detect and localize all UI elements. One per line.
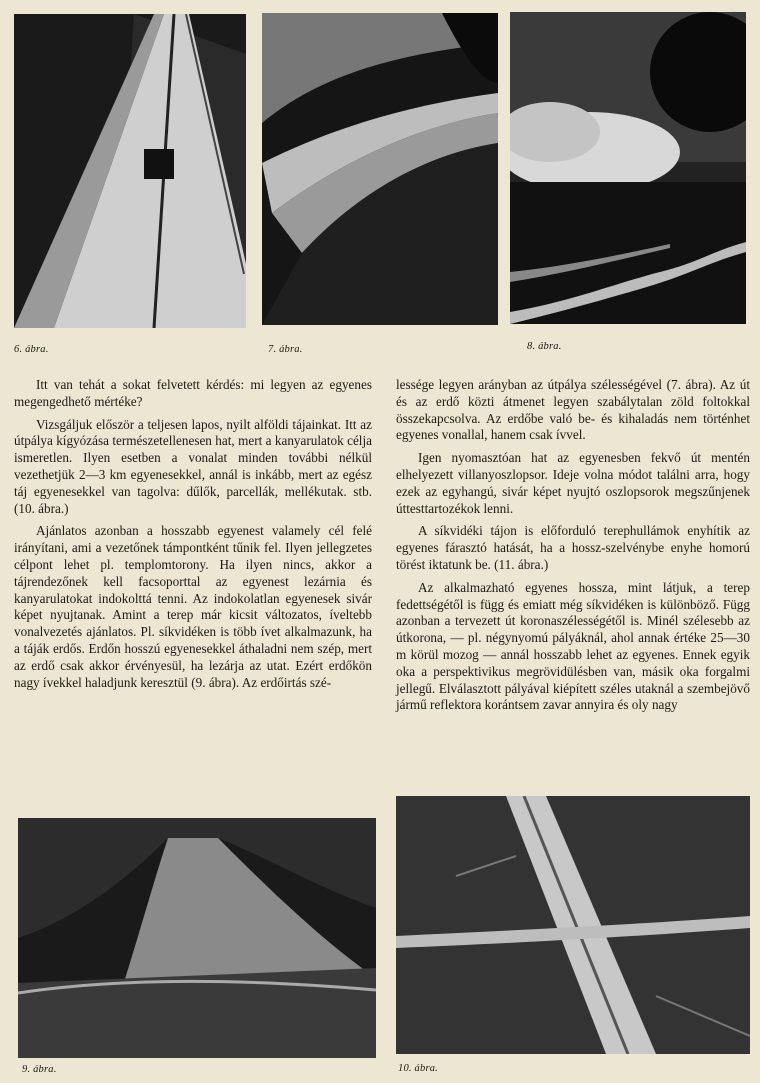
paragraph: Az alkalmazható egyenes hossza, mint látjuk, a terep fedettségétől is függ és emiatt még síkvidéken is különböző. Függ azonban a tervezett út koronaszélességétől is. Minél szélesebb az útkorona, — pl. négynyomú pályáknál, ahol annak értéke 25—30 m körül mozog — annál hosszabb lehet az egyenes. Ennek egyik oka a perspektivikus megrövidülésben van, másik oka forgalmi jellegű. Elválasztott pályával kiépített széles utaknál a szembejövő jármű reflektora korántsem zavar annyira és oly nagy bbox=[396, 579, 750, 713]
left-text-column bbox=[14, 377, 372, 697]
paragraph: lessége legyen arányban az útpálya szélességével (7. ábra). Az út és az erdő közti átmenet legyen szabálytalan zöld foltokkal összekapcsolva. Az erdőbe való be- és kihaladás nem történhet egyenes vonallal, hanem csak ívvel. bbox=[396, 377, 750, 443]
figure-8-caption: 8. ábra. bbox=[527, 341, 562, 352]
figure-8-photo bbox=[510, 12, 746, 324]
figure-10-caption: 10. ábra. bbox=[398, 1063, 439, 1074]
paragraph: Itt van tehát a sokat felvetett kérdés: mi legyen az egyenes megengedhető mértéke? bbox=[14, 377, 372, 409]
figure-9-caption: 9. ábra. bbox=[22, 1064, 57, 1075]
figure-7-caption: 7. ábra. bbox=[268, 344, 303, 355]
paragraph: Ajánlatos azonban a hosszabb egyenest valamely cél felé irányítani, ami a vezetőnek támpontként tűnik fel. Ilyen jellegzetes célpont lehet pl. templomtorony. Ha ilyen nincs, akkor a tájrendezőnek kell facsoporttal az egyenest lezárnia és kanyarulatokat indokolttá tenni. Az indokolatlan egyenesek sivár képet nyujtanak. Amint a terep már kicsit változatos, íveltebb vonalvezetés ajánlatos. Pl. síkvidéken is több ívet alkalmazunk, ha a táják erdős. Erdőn hosszú egyenesekkel áthaladni nem szép, mert az erdő csak akkor érvényesül, ha lezárja az utat. Ezért erdőkön nagy ívekkel haladjunk keresztül (9. ábra). Az erdőirtás szé- bbox=[14, 523, 372, 690]
figure-6-photo bbox=[14, 14, 246, 328]
figure-7-photo bbox=[262, 13, 498, 325]
paragraph: Vizsgáljuk először a teljesen lapos, nyilt alföldi tájainkat. Itt az útpálya kígyózása természetellenesen hat, mert a kanyarulatok célja ismeretlen. Ilyen esetben a vonalat minden további nélkül vezethetjük 2—3 km egyenesekkel, annál is inkább, mert az egész táj egyenesekkel van tagolva: dűlők, parcellák, mellékutak. stb. (10. ábra.) bbox=[14, 416, 372, 516]
paragraph: A síkvidéki tájon is előforduló terephullámok enyhítik az egyenes fárasztó hatását, ha a hossz-szelvénybe enyhe homorú törést iktatunk be. (11. ábra.) bbox=[396, 523, 750, 572]
figure-10-photo bbox=[396, 796, 750, 1054]
figure-6-caption: 6. ábra. bbox=[14, 344, 49, 355]
paragraph: Igen nyomasztóan hat az egyenesben fekvő út mentén elhelyezett villanyoszlopsor. Ideje volna módot találni arra, hogy ezek az egyhangú, sivár képet nyujtó oszlopsorok megszűnjenek úttesttartozékok lenni. bbox=[396, 450, 750, 516]
figure-9-photo bbox=[18, 818, 376, 1058]
right-text-column bbox=[396, 377, 750, 720]
